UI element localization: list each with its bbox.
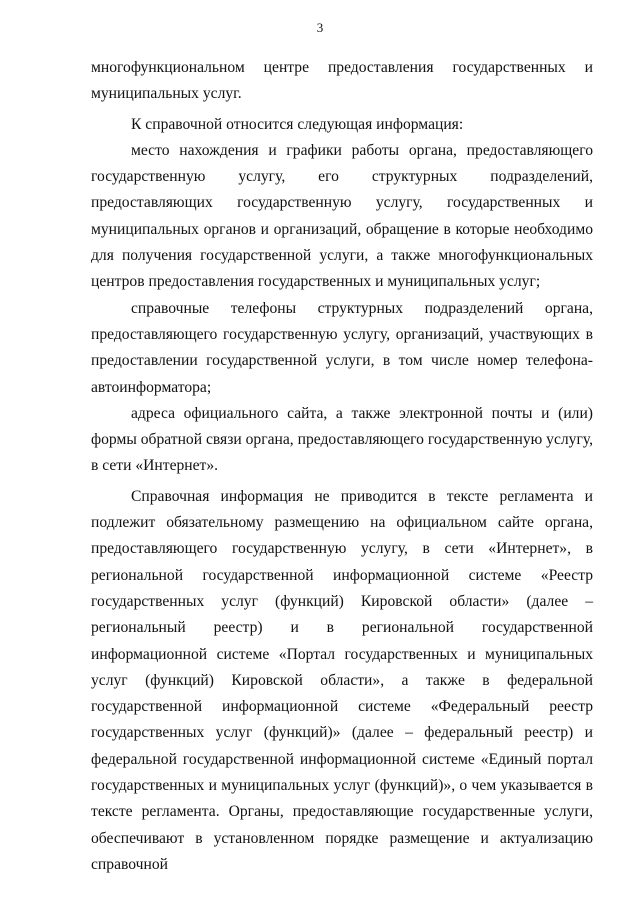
document-body — [91, 55, 593, 878]
page-number: 3 — [316, 20, 324, 35]
paragraph-reference-info-intro: К справочной относится следующая информация: — [131, 115, 464, 133]
paragraph-placement: Справочная информация не приводится в тексте регламента и подлежит обязательному размещению на официальном сайте органа, предоставляющего государственную услугу, в сети «Интернет», в региональной государственной информационной системе «Реестр государственных услуг (функций) Кировской области» (далее – региональный реестр) и в региональной государственной информационной системе «Портал государственных и муниципальных услуг (функций) Кировской области», а также в федеральной государственной информационной системе «Федеральный реестр государственных услуг (функций)» (далее – федеральный реестр) и федеральной государственной информационной системе «Единый портал государственных и муниципальных услуг (функций)», о чем указывается в тексте регламента. Органы, предоставляющие государственные услуги, обеспечивают в установленном порядке размещение и актуализацию справочной — [91, 487, 593, 873]
paragraph-continuation: многофункциональном центре предоставления государственных и муниципальных услуг. — [91, 59, 593, 103]
paragraph-website: адреса официального сайта, а также электронной почты и (или) формы обратной связи органа, предоставляющего государственную услугу, в сети «Интернет». — [91, 404, 593, 475]
paragraph-location-schedule: место нахождения и графики работы органа, предоставляющего государственную услугу, его структурных подразделений, предоставляющих государственную услугу, государственных и муниципальных органов и организаций, обращение в которые необходимо для получения государственной услуги, а также многофункциональных центров предоставления государственных и муниципальных услуг; — [91, 141, 593, 291]
paragraph-phones: справочные телефоны структурных подразделений органа, предоставляющего государственную услугу, организаций, участвующих в предоставлении государственной услуги, в том числе номер телефона-автоинформатора; — [91, 299, 593, 396]
